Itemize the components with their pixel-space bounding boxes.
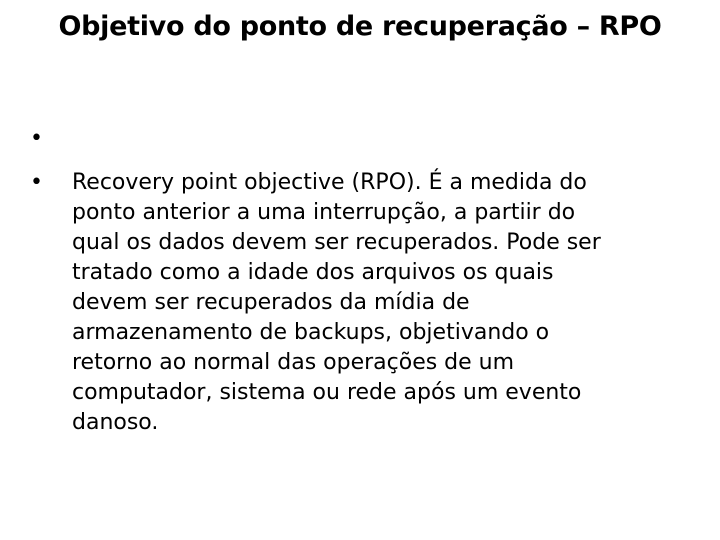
bullet-item-rpo-definition — [30, 168, 680, 438]
bullet-text: Recovery point objective (RPO). É a medida do ponto anterior a uma interrupção, a partiir do qual os dados devem ser recuperados. Pode ser tratado como a idade dos arquivos os quais devem ser recuperados da mídia de armazenamento de backups, objetivando o retorno ao normal das operações de um computador, sistema ou rede após um evento danoso. — [72, 170, 601, 435]
bullet-marker: • — [30, 126, 43, 151]
slide-title: Objetivo do ponto de recuperação – RPO — [58, 11, 662, 42]
bullet-list — [30, 124, 680, 438]
bullet-marker: • — [30, 170, 43, 195]
bullet-item-empty — [30, 124, 680, 168]
